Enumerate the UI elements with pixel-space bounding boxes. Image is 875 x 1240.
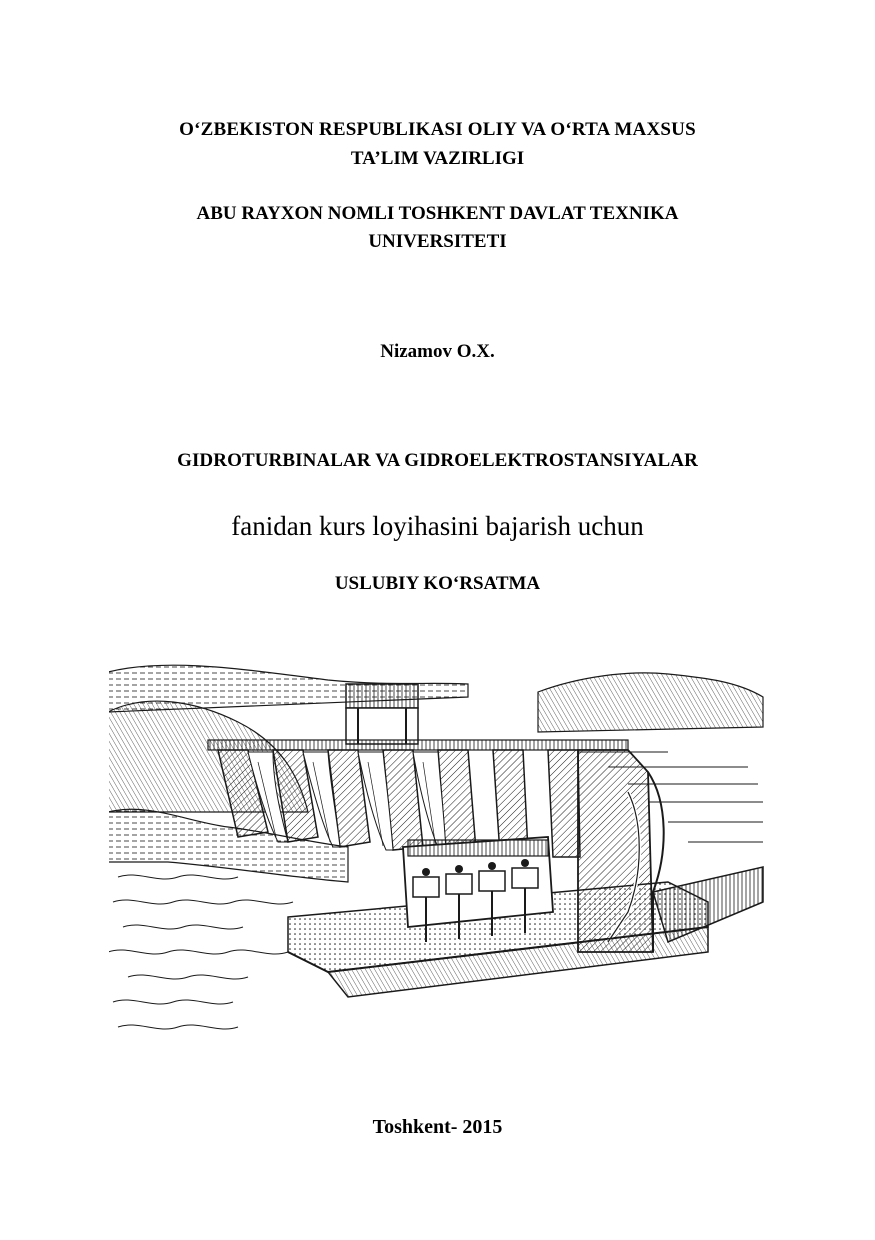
ministry-line-2: TA’LIM VAZIRLIGI (350, 148, 525, 169)
hydroelectric-dam-illustration (108, 652, 768, 1047)
author-name: Nizamov O.X. (380, 341, 495, 362)
university-line-2: UNIVERSITETI (368, 231, 507, 252)
university-line-1: ABU RAYXON NOMLI TOSHKENT DAVLAT TEXNIKA (196, 203, 679, 224)
document-type: USLUBIY KO‘RSATMA (334, 573, 541, 594)
city-year: Toshkent- 2015 (372, 1116, 503, 1138)
purpose-line: fanidan kurs loyihasini bajarish uchun (231, 511, 644, 541)
ministry-line-1: O‘ZBEKISTON RESPUBLIKASI OLIY VA O‘RTA MAXSUS (179, 119, 696, 140)
subject-title: GIDROTURBINALAR VA GIDROELEKTROSTANSIYALAR (177, 450, 698, 471)
